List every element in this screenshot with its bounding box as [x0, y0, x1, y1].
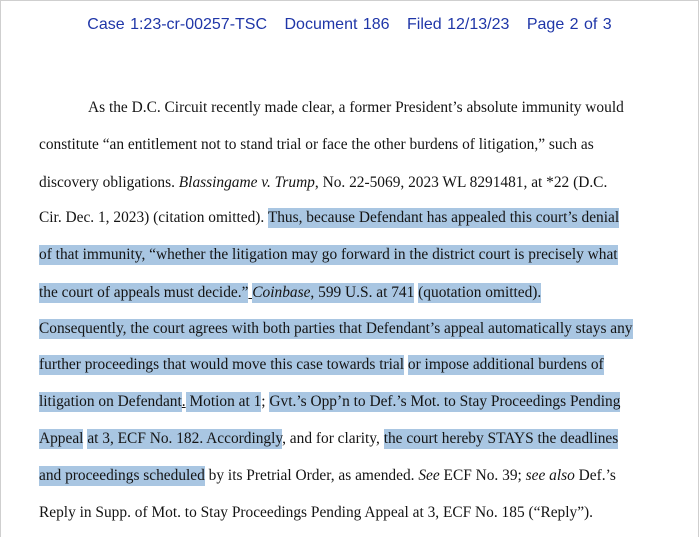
text-run: constitute “an entitlement not to stand trial or face the other burdens of litigation,” such as	[39, 136, 594, 153]
text-run: See	[418, 467, 440, 484]
text-run: ;	[261, 393, 270, 410]
text-line	[39, 246, 618, 264]
document-number: Document 186	[284, 16, 390, 33]
text-line	[39, 504, 593, 522]
filed-date: Filed 12/13/23	[407, 16, 510, 33]
highlighted-text: litigation on Defendant	[39, 393, 182, 410]
highlighted-text: Thus, because Defendant has appealed this court’s denial	[267, 209, 620, 226]
text-line	[39, 467, 616, 485]
text-run: .	[181, 393, 186, 410]
text-run: Cir. Dec. 1, 2023) (citation omitted).	[39, 209, 268, 226]
text-run: Def.’s	[574, 467, 616, 484]
highlighted-text: Gvt.’s Opp’n to Def.	[269, 393, 397, 410]
highlighted-text: , 599 U.S. at 741	[310, 284, 415, 301]
highlighted-text: Consequently, the court agrees with both parties that Defendant’s appeal automatically stays any	[39, 320, 633, 337]
highlighted-text: the court of appeals must decide.”	[39, 284, 249, 301]
highlighted-text: of that immunity, “whether the litigation may go forward in the district court is precisely what	[39, 246, 618, 263]
text-run: see also	[525, 467, 575, 484]
text-run: discovery obligations.	[39, 174, 179, 191]
case-number: Case 1:23-cr-00257-TSC	[87, 16, 268, 33]
text-line	[39, 356, 604, 374]
text-line	[88, 99, 624, 117]
highlighted-text: and proceedings scheduled	[39, 467, 205, 484]
highlighted-text: Appeal	[39, 430, 84, 447]
text-line	[39, 136, 594, 154]
highlighted-text: or impose additional burdens of	[407, 356, 604, 373]
highlighted-text: (quotation omitted).	[418, 284, 542, 301]
highlighted-text: at 3, ECF No. 182. Accordingly	[87, 430, 283, 447]
text-run: Blassingame v. Trump	[178, 174, 315, 191]
highlighted-text: ’s Mot. to Stay Proceedings Pending	[396, 393, 621, 410]
text-run: ECF No. 39;	[439, 467, 526, 484]
highlighted-text: Coinbase	[252, 284, 311, 301]
highlighted-text: Motion at 1	[185, 393, 262, 410]
text-line	[39, 174, 607, 192]
text-run: Reply in Supp. of Mot. to Stay Proceedings Pending Appeal at 3, ECF No. 185 (“Reply”).	[39, 504, 594, 521]
page-indicator: Page 2 of 3	[526, 16, 612, 33]
text-run: by its Pretrial Order, as amended.	[204, 467, 419, 484]
highlighted-text: trial	[375, 356, 405, 373]
text-line	[39, 320, 633, 338]
text-line	[39, 430, 618, 448]
text-line	[39, 284, 541, 302]
text-run: , No. 22-5069, 2023 WL 8291481, at *22 (D.C.	[314, 174, 608, 191]
text-run: As the D.C. Circuit recently made clear, a former President’s absolute immunity would	[88, 99, 624, 116]
highlighted-text: further proceedings that would move this case towards	[39, 356, 376, 373]
ecf-header	[0, 16, 699, 34]
highlighted-text: the court hereby STAYS the deadlines	[383, 430, 619, 447]
text-line	[39, 209, 619, 227]
text-run: , and for clarity,	[282, 430, 384, 447]
text-line	[39, 393, 620, 411]
